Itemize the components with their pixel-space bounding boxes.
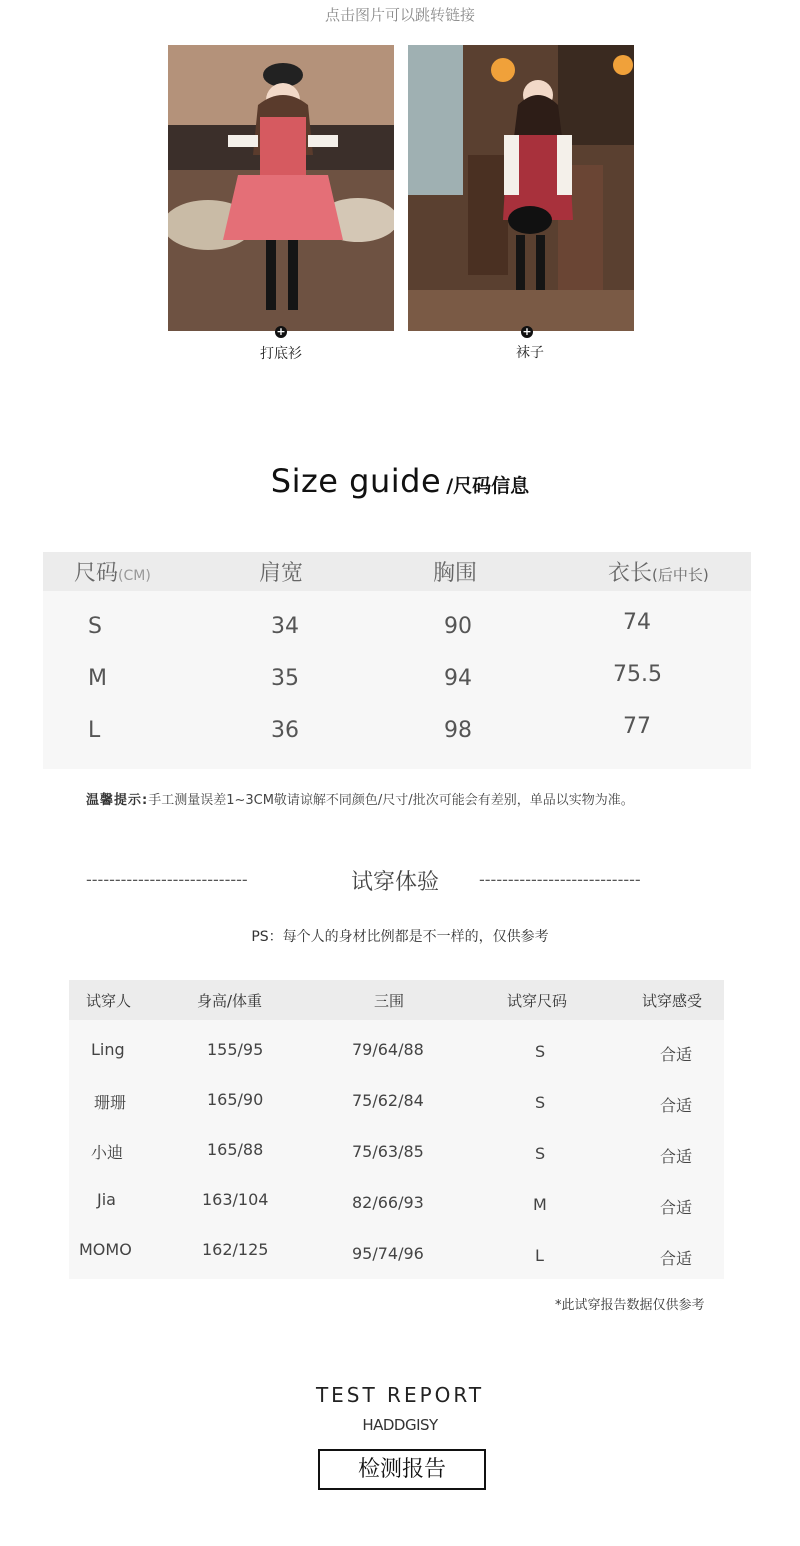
tryon-footnote: *此试穿报告数据仅供参考 <box>555 1298 705 1313</box>
photo-socks-image <box>408 45 634 331</box>
tryon-row-2-measurements: 75/62/84 <box>352 1091 424 1110</box>
tryon-row-1-fit: 合适 <box>660 1045 693 1064</box>
tryon-row-5-height-weight: 162/125 <box>202 1240 269 1259</box>
tryon-row-5-measurements: 95/74/96 <box>352 1244 424 1263</box>
photo-label-socks[interactable]: 袜子 <box>516 345 544 361</box>
size-header-unit: (CM) <box>118 568 151 584</box>
size-row-l-length: 77 <box>623 714 651 739</box>
tryon-divider-left: ---------------------------- <box>86 870 248 889</box>
tryon-row-2-height-weight: 165/90 <box>207 1090 264 1109</box>
size-header-chest: 胸围 <box>433 561 478 586</box>
size-guide-title-zh: /尺码信息 <box>446 475 530 497</box>
tryon-row-3-fit: 合适 <box>660 1147 693 1166</box>
size-row-m-shoulder: 35 <box>271 666 299 691</box>
size-row-l-size: L <box>88 718 101 743</box>
add-socks-icon[interactable]: + <box>522 325 532 338</box>
tryon-row-2-person: 珊珊 <box>94 1093 127 1112</box>
tryon-row-4-size: M <box>533 1195 547 1214</box>
size-header-size <box>74 556 151 587</box>
tryon-row-1-person: Ling <box>91 1040 125 1059</box>
add-shirt-icon[interactable]: + <box>276 325 286 338</box>
tryon-row-5-person: MOMO <box>79 1240 132 1259</box>
size-notice <box>86 789 634 808</box>
size-header-length-label: 衣长 <box>608 561 653 586</box>
size-row-l-chest: 98 <box>444 718 472 743</box>
tryon-divider-right: ---------------------------- <box>479 870 641 889</box>
tryon-row-4-measurements: 82/66/93 <box>352 1193 424 1212</box>
tryon-row-5-fit: 合适 <box>660 1249 693 1268</box>
product-photo-shirt[interactable] <box>168 45 394 331</box>
size-row-s-size: S <box>88 614 102 639</box>
test-report-brand: HADDGISY <box>362 1416 438 1434</box>
size-header-length <box>608 556 709 587</box>
photo-shirt-image <box>168 45 394 331</box>
size-row-l-shoulder: 36 <box>271 718 299 743</box>
test-report-button[interactable]: 检测报告 <box>318 1449 486 1490</box>
size-row-m-chest: 94 <box>444 666 472 691</box>
tryon-header-person: 试穿人 <box>86 992 132 1010</box>
tryon-row-1-size: S <box>535 1042 546 1061</box>
size-notice-label: 温馨提示: <box>86 793 149 808</box>
size-guide-title-en: Size guide <box>270 462 442 500</box>
tryon-header-measurements: 三围 <box>374 992 405 1010</box>
size-row-s-shoulder: 34 <box>271 614 299 639</box>
tryon-row-3-measurements: 75/63/85 <box>352 1142 424 1161</box>
tryon-row-5-size: L <box>535 1246 544 1265</box>
size-row-m-size: M <box>88 666 107 691</box>
size-header-size-label: 尺码 <box>74 561 119 586</box>
tryon-row-2-fit: 合适 <box>660 1096 693 1115</box>
tryon-ps-note: PS：每个人的身材比例都是不一样的，仅供参考 <box>251 929 549 945</box>
tryon-row-4-fit: 合适 <box>660 1198 693 1217</box>
size-row-s-chest: 90 <box>444 614 472 639</box>
size-header-shoulder: 肩宽 <box>259 561 304 586</box>
product-photo-socks[interactable] <box>408 45 634 331</box>
size-row-s-length: 74 <box>623 610 651 635</box>
tryon-title: 试穿体验 <box>351 870 440 895</box>
size-header-length-note: (后中长) <box>652 566 709 584</box>
tryon-row-4-person: Jia <box>97 1190 116 1209</box>
tryon-header-size: 试穿尺码 <box>507 992 568 1010</box>
tryon-row-1-measurements: 79/64/88 <box>352 1040 424 1059</box>
link-hint: 点击图片可以跳转链接 <box>324 6 475 24</box>
size-notice-text: 手工测量误差1~3CM敬请谅解不同颜色/尺寸/批次可能会有差别，单品以实物为准。 <box>148 793 634 808</box>
size-row-m-length: 75.5 <box>613 662 662 687</box>
tryon-row-3-person: 小迪 <box>91 1143 124 1162</box>
tryon-row-4-height-weight: 163/104 <box>202 1190 269 1209</box>
tryon-row-3-height-weight: 165/88 <box>207 1140 264 1159</box>
size-guide-title <box>0 462 800 500</box>
tryon-row-3-size: S <box>535 1144 546 1163</box>
tryon-row-2-size: S <box>535 1093 546 1112</box>
tryon-header-fit: 试穿感受 <box>642 992 703 1010</box>
test-report-title: TEST REPORT <box>315 1383 485 1407</box>
tryon-row-1-height-weight: 155/95 <box>207 1040 264 1059</box>
photo-label-shirt[interactable]: 打底衫 <box>260 346 302 362</box>
tryon-header-height-weight: 身高/体重 <box>197 992 263 1010</box>
